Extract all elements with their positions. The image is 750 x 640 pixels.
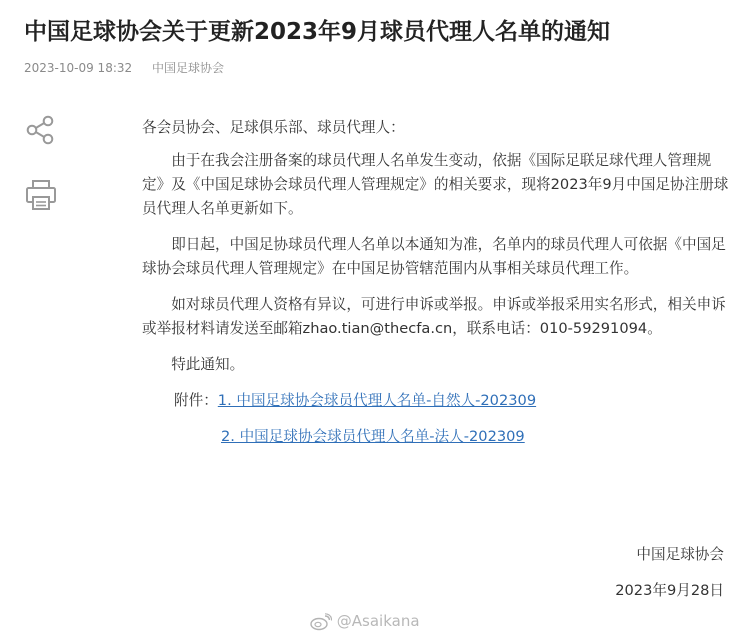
page-title: 中国足球协会关于更新2023年9月球员代理人名单的通知 <box>24 19 611 45</box>
signature: 中国足球协会 <box>636 546 724 563</box>
share-icon <box>24 113 58 147</box>
closing-line: 特此通知。 <box>171 356 245 373</box>
printer-icon <box>24 178 58 212</box>
paragraph-2: 即日起，中国足协球员代理人名单以本通知为准，名单内的球员代理人可依据《中国足球协会球员代理人管理规定》在中国足协管辖范围内从事相关球员代理工作。 <box>142 236 726 277</box>
share-button[interactable] <box>24 113 58 147</box>
attachment-label: 附件： <box>174 392 218 409</box>
watermark <box>310 610 420 632</box>
weibo-icon <box>310 613 332 631</box>
sign-date: 2023年9月28日 <box>615 582 724 599</box>
article-meta <box>24 60 240 76</box>
publish-datetime: 2023-10-09 18:32 <box>24 61 133 75</box>
attachment-link-2[interactable]: 2. 中国足球协会球员代理人名单-法人-202309 <box>221 428 525 445</box>
article-body <box>142 116 732 461</box>
salutation: 各会员协会、足球俱乐部、球员代理人： <box>142 119 405 136</box>
watermark-text: @Asaikana <box>336 612 420 630</box>
attachment-link-1[interactable]: 1. 中国足球协会球员代理人名单-自然人-202309 <box>217 392 537 409</box>
print-button[interactable] <box>24 178 58 212</box>
attachment-row-2 <box>142 425 732 449</box>
attachment-list <box>142 389 732 413</box>
article-source: 中国足球协会 <box>151 61 224 75</box>
paragraph-3: 如对球员代理人资格有异议，可进行申诉或举报。申诉或举报采用实名形式，相关申诉或举报材料请发送至邮箱zhao.tian@thecfa.cn，联系电话：010-59291094。 <box>142 296 726 337</box>
paragraph-1: 由于在我会注册备案的球员代理人名单发生变动，依据《国际足联足球代理人管理规定》及《中国足球协会球员代理人管理规定》的相关要求，现将2023年9月中国足协注册球员代理人名单更新如下。 <box>142 152 729 217</box>
